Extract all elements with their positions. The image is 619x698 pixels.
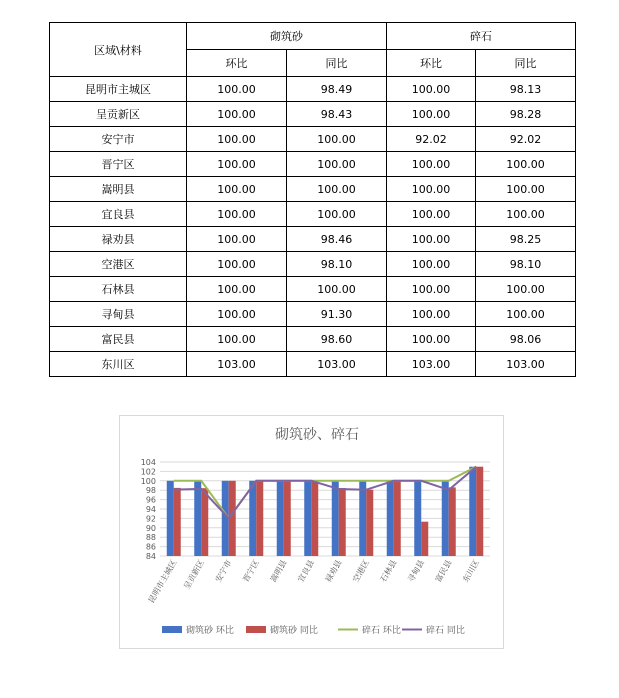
subheader-sand-mom: 环比 — [187, 50, 287, 77]
value-cell: 100.00 — [387, 252, 476, 277]
price-index-table — [49, 22, 576, 377]
value-cell: 100.00 — [187, 252, 287, 277]
region-cell: 宜良县 — [50, 202, 187, 227]
table-row — [50, 302, 576, 327]
bar-sand-yoy — [366, 490, 373, 556]
region-cell: 呈贡新区 — [50, 102, 187, 127]
value-cell: 100.00 — [476, 152, 576, 177]
legend-label: 砌筑砂 同比 — [270, 626, 318, 636]
bar-sand-mom — [359, 481, 366, 556]
subheader-sand-yoy: 同比 — [287, 50, 387, 77]
y-tick-label: 90 — [145, 523, 156, 533]
chart-container — [119, 415, 504, 649]
y-tick-label: 100 — [140, 476, 156, 486]
value-cell: 100.00 — [387, 202, 476, 227]
chart-title: 砌筑砂、碎石 — [275, 427, 359, 443]
bar-sand-mom — [249, 481, 256, 556]
y-tick-label: 96 — [145, 495, 156, 505]
value-cell: 103.00 — [387, 352, 476, 377]
y-tick-label: 102 — [140, 467, 156, 477]
table-row — [50, 77, 576, 102]
value-cell: 98.43 — [287, 102, 387, 127]
value-cell: 98.13 — [476, 77, 576, 102]
value-cell: 100.00 — [187, 327, 287, 352]
value-cell: 100.00 — [187, 277, 287, 302]
table-row — [50, 152, 576, 177]
region-cell: 安宁市 — [50, 127, 187, 152]
x-tick-label: 宜良县 — [296, 558, 316, 584]
table-row — [50, 127, 576, 152]
value-cell: 103.00 — [187, 352, 287, 377]
value-cell: 100.00 — [187, 102, 287, 127]
bar-sand-yoy — [174, 488, 181, 556]
bar-sand-mom — [332, 481, 339, 556]
region-cell: 禄劝县 — [50, 227, 187, 252]
bar-sand-mom — [277, 481, 284, 556]
value-cell: 100.00 — [476, 277, 576, 302]
bar-sand-yoy — [256, 481, 263, 556]
value-cell: 98.46 — [287, 227, 387, 252]
region-cell: 空港区 — [50, 252, 187, 277]
table-row — [50, 277, 576, 302]
corner-header: 区域\材料 — [50, 23, 187, 77]
x-tick-label: 晋宁区 — [241, 558, 261, 584]
group-header-sand: 砌筑砂 — [187, 23, 387, 50]
y-tick-label: 98 — [145, 486, 156, 496]
bar-sand-yoy — [421, 522, 428, 556]
table-row — [50, 327, 576, 352]
subheader-gravel-mom: 环比 — [387, 50, 476, 77]
line-gravel-yoy — [174, 467, 477, 519]
y-tick-label: 88 — [145, 533, 156, 543]
value-cell: 100.00 — [476, 202, 576, 227]
group-header-gravel: 碎石 — [387, 23, 576, 50]
line-gravel-mom — [174, 467, 477, 519]
value-cell: 103.00 — [287, 352, 387, 377]
value-cell: 100.00 — [387, 277, 476, 302]
bar-sand-mom — [304, 481, 311, 556]
table-row — [50, 202, 576, 227]
value-cell: 100.00 — [287, 277, 387, 302]
value-cell: 98.06 — [476, 327, 576, 352]
value-cell: 100.00 — [187, 177, 287, 202]
bar-sand-mom — [414, 481, 421, 556]
region-cell: 晋宁区 — [50, 152, 187, 177]
y-tick-label: 104 — [140, 458, 156, 467]
x-tick-label: 呈贡新区 — [182, 558, 206, 591]
x-tick-label: 空港区 — [351, 558, 371, 584]
value-cell: 100.00 — [187, 127, 287, 152]
value-cell: 98.60 — [287, 327, 387, 352]
x-tick-label: 安宁市 — [213, 558, 234, 584]
legend-swatch — [246, 626, 266, 633]
x-tick-label: 昆明市主城区 — [146, 558, 179, 605]
value-cell: 100.00 — [387, 152, 476, 177]
value-cell: 100.00 — [187, 227, 287, 252]
bar-sand-yoy — [339, 488, 346, 556]
value-cell: 100.00 — [287, 202, 387, 227]
table-row — [50, 102, 576, 127]
value-cell: 100.00 — [476, 177, 576, 202]
bar-sand-yoy — [311, 481, 318, 556]
x-tick-label: 东川区 — [461, 558, 481, 584]
y-tick-label: 92 — [145, 514, 156, 524]
bar-sand-yoy — [449, 487, 456, 556]
region-cell: 嵩明县 — [50, 177, 187, 202]
value-cell: 100.00 — [287, 152, 387, 177]
region-cell: 寻甸县 — [50, 302, 187, 327]
bar-sand-yoy — [284, 481, 291, 556]
y-tick-label: 86 — [145, 542, 156, 552]
table-row — [50, 227, 576, 252]
value-cell: 100.00 — [387, 227, 476, 252]
value-cell: 100.00 — [187, 302, 287, 327]
value-cell: 100.00 — [387, 177, 476, 202]
bar-sand-mom — [387, 481, 394, 556]
bar-sand-yoy — [394, 481, 401, 556]
value-cell: 103.00 — [476, 352, 576, 377]
value-cell: 98.49 — [287, 77, 387, 102]
x-tick-label: 寻甸县 — [406, 558, 426, 584]
x-tick-label: 富民县 — [433, 558, 454, 584]
x-tick-label: 石林县 — [378, 558, 399, 584]
y-tick-label: 84 — [145, 552, 156, 561]
value-cell: 100.00 — [387, 102, 476, 127]
table-row — [50, 177, 576, 202]
subheader-gravel-yoy: 同比 — [476, 50, 576, 77]
value-cell: 100.00 — [476, 302, 576, 327]
value-cell: 98.10 — [476, 252, 576, 277]
table-row — [50, 252, 576, 277]
region-cell: 东川区 — [50, 352, 187, 377]
value-cell: 100.00 — [287, 177, 387, 202]
y-tick-label: 94 — [145, 505, 156, 514]
bar-sand-mom — [469, 467, 476, 556]
value-cell: 100.00 — [387, 327, 476, 352]
legend-label: 碎石 环比 — [362, 626, 401, 636]
bar-sand-mom — [442, 481, 449, 556]
value-cell: 91.30 — [287, 302, 387, 327]
legend-label: 砌筑砂 环比 — [186, 626, 234, 636]
combo-chart — [120, 416, 503, 648]
value-cell: 100.00 — [187, 202, 287, 227]
value-cell: 100.00 — [287, 127, 387, 152]
value-cell: 98.10 — [287, 252, 387, 277]
legend-swatch — [162, 626, 182, 633]
value-cell: 98.28 — [476, 102, 576, 127]
bar-sand-mom — [194, 481, 201, 556]
value-cell: 92.02 — [476, 127, 576, 152]
bar-sand-mom — [167, 481, 174, 556]
x-tick-label: 嵩明县 — [268, 558, 289, 584]
region-cell: 富民县 — [50, 327, 187, 352]
value-cell: 100.00 — [387, 302, 476, 327]
legend-label: 碎石 同比 — [426, 626, 465, 636]
table-row — [50, 352, 576, 377]
bar-sand-yoy — [476, 467, 483, 556]
value-cell: 92.02 — [387, 127, 476, 152]
region-cell: 石林县 — [50, 277, 187, 302]
region-cell: 昆明市主城区 — [50, 77, 187, 102]
x-tick-label: 禄劝县 — [323, 558, 344, 584]
value-cell: 100.00 — [187, 152, 287, 177]
value-cell: 100.00 — [187, 77, 287, 102]
bar-sand-yoy — [201, 488, 208, 556]
value-cell: 98.25 — [476, 227, 576, 252]
value-cell: 100.00 — [387, 77, 476, 102]
